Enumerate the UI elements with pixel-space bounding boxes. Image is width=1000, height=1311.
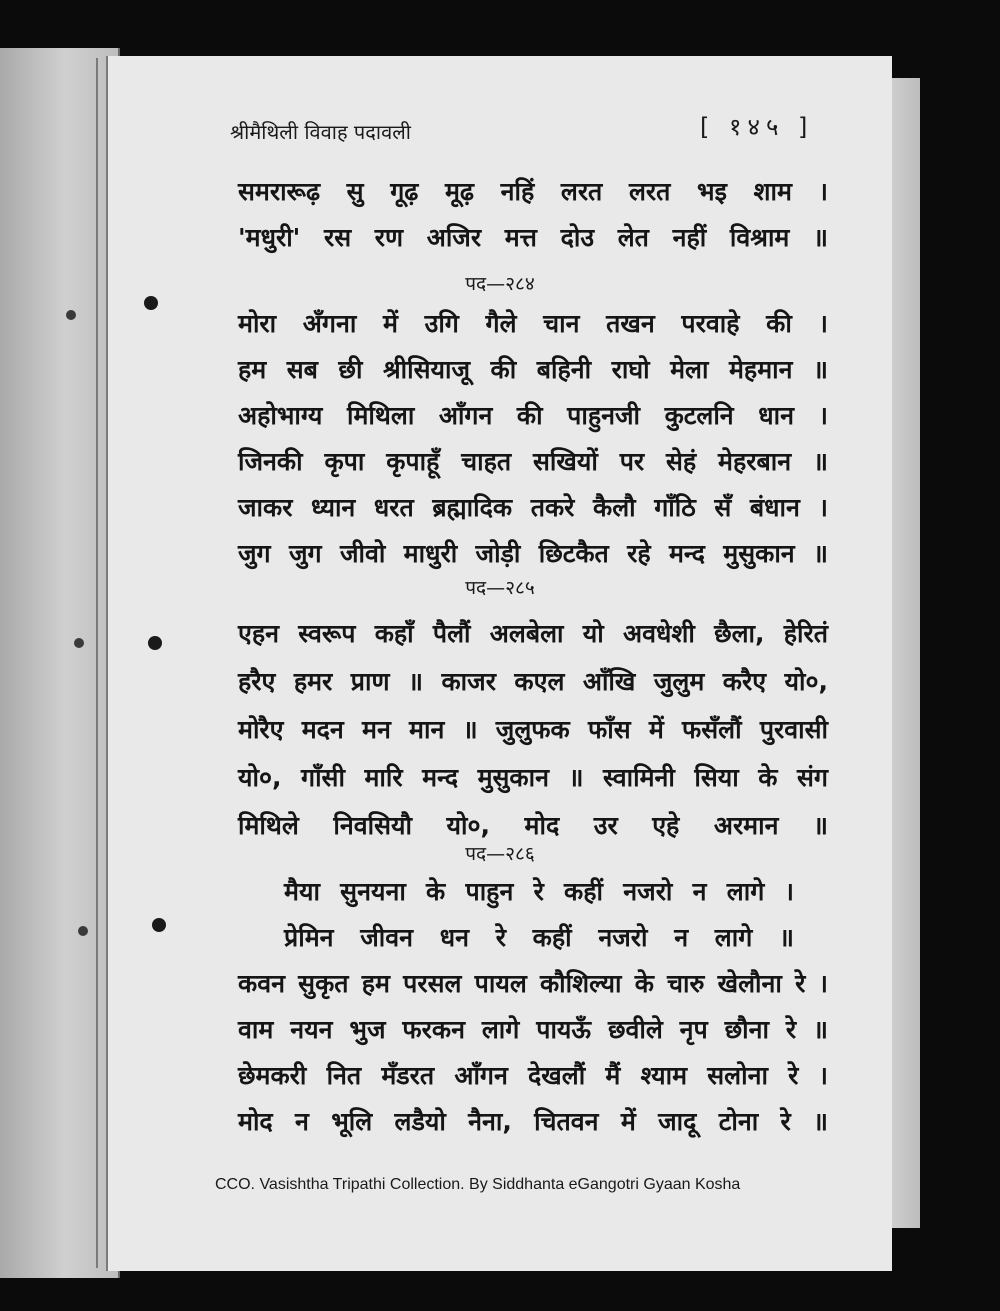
- verse-line: जुग जुग जीवो माधुरी जोड़ी छिटकैत रहे मन्द मुसुकान ॥: [238, 539, 828, 568]
- punch-hole: [152, 918, 166, 932]
- punch-hole: [148, 636, 162, 650]
- verse-line: 'मधुरी' रस रण अजिर मत्त दोउ लेत नहीं विश्राम ॥: [238, 223, 828, 252]
- punch-hole: [144, 296, 158, 310]
- verse-line: मैया सुनयना के पाहुन रे कहीं नजरो न लागे ।: [284, 877, 794, 906]
- pada-heading: पद—२८४: [465, 273, 535, 295]
- punch-hole: [74, 638, 84, 648]
- verse-line: जाकर ध्यान धरत ब्रह्मादिक तकरे कैलौ गाँठि सँ बंधान ।: [238, 493, 828, 522]
- collection-credit: CCO. Vasishtha Tripathi Collection. By Siddhanta eGangotri Gyaan Kosha: [215, 1176, 741, 1193]
- verse-line: मोरा अँगना में उगि गैले चान तखन परवाहे की ।: [238, 309, 828, 338]
- running-header-title: श्रीमैथिली विवाह पदावली: [230, 120, 411, 144]
- punch-hole: [66, 310, 76, 320]
- verse-line: कवन सुकृत हम परसल पायल कौशिल्या के चारु खेलौना रे ।: [238, 969, 828, 998]
- verse-line: मोद न भूलि लडैयो नैना, चितवन में जादू टोना रे ॥: [238, 1107, 828, 1136]
- verse-line: वाम नयन भुज फरकन लागे पायऊँ छवीले नृप छौना रे ॥: [238, 1015, 828, 1044]
- verse-line: प्रेमिन जीवन धन रे कहीं नजरो न लागे ॥: [284, 923, 794, 952]
- left-page-edge: [0, 48, 120, 1278]
- pada-heading: पद—२८६: [465, 843, 535, 865]
- verse-line: हम सब छी श्रीसियाजू की बहिनी राघो मेला मेहमान ॥: [238, 355, 828, 384]
- verse-line: मिथिले निवसियौ यो०, मोद उर एहे अरमान ॥: [238, 811, 828, 840]
- verse-line: जिनकी कृपा कृपाहूँ चाहत सखियों पर सेहं मेहरबान ॥: [238, 447, 828, 476]
- page-number: [ १४५ ]: [700, 113, 814, 141]
- verse-line: एहन स्वरूप कहाँ पैलौं अलबेला यो अवधेशी छैला, हेरितं: [238, 619, 828, 648]
- punch-hole: [78, 926, 88, 936]
- verse-line: समरारूढ़ सु गूढ़ मूढ़ नहिं लरत लरत भइ शाम ।: [238, 177, 828, 206]
- book-page: [106, 56, 892, 1271]
- verse-line: अहोभाग्य मिथिला आँगन की पाहुनजी कुटलनि धान ।: [238, 401, 828, 430]
- verse-line: यो०, गाँसी मारि मन्द मुसुकान ॥ स्वामिनी सिया के संग: [238, 763, 828, 792]
- verse-line: मोरैए मदन मन मान ॥ जुलुफक फाँस में फसँलौं पुरवासी: [238, 715, 828, 744]
- pada-heading: पद—२८५: [465, 577, 535, 599]
- verse-line: छेमकरी नित मँडरत आँगन देखलौं मैं श्याम सलोना रे ।: [238, 1061, 828, 1090]
- left-page-fold: [96, 58, 98, 1268]
- verse-line: हरैए हमर प्राण ॥ काजर कएल आँखि जुलुम करैए यो०,: [238, 667, 828, 696]
